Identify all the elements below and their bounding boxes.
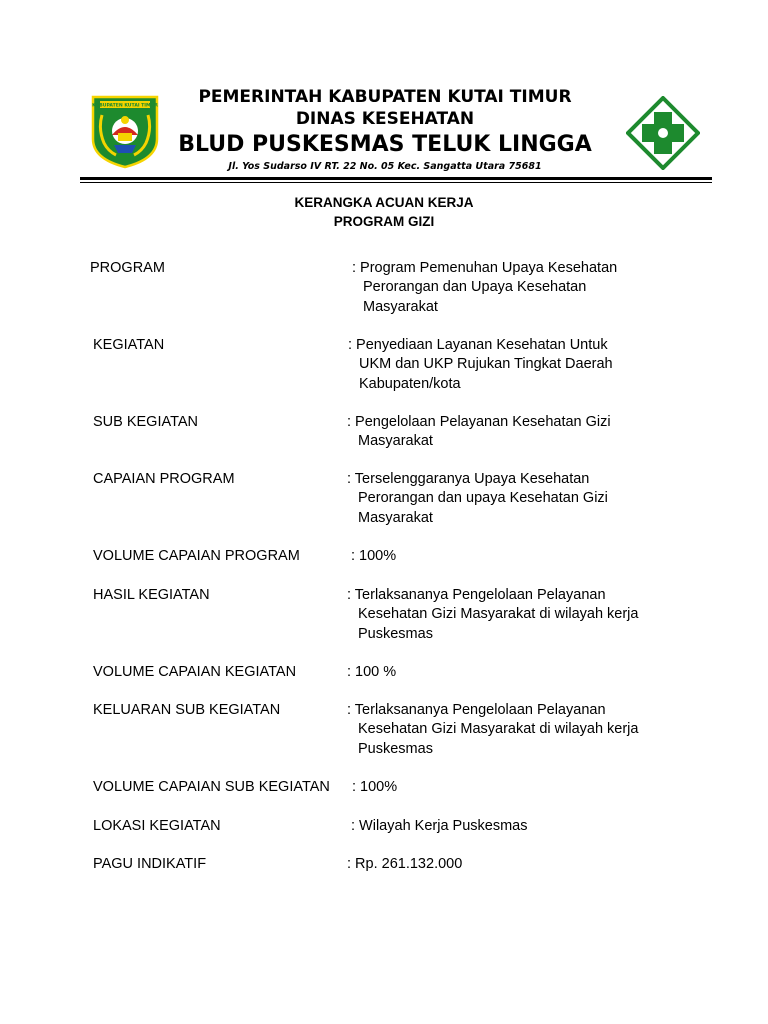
field-value-line: : Terselenggaranya Upaya Kesehatan	[347, 471, 590, 487]
field-value	[347, 470, 687, 528]
field-label: LOKASI KEGIATAN	[93, 818, 221, 834]
letterhead-rule-thin	[80, 182, 712, 183]
field-value-line: UKM dan UKP Rujukan Tingkat Daerah	[359, 356, 613, 373]
field-value-line: : Wilayah Kerja Puskesmas	[351, 818, 528, 834]
field-lokasi-kegiatan	[0, 817, 768, 837]
field-volume-capaian-program	[0, 547, 768, 567]
field-label: PAGU INDIKATIF	[93, 856, 207, 872]
field-program	[0, 259, 768, 319]
field-volume-capaian-sub-kegiatan	[0, 778, 768, 798]
field-value-line: Perorangan dan upaya Kesehatan Gizi	[358, 490, 608, 507]
field-value-line: Kesehatan Gizi Masyarakat di wilayah kerja	[358, 606, 639, 623]
field-value	[352, 778, 692, 797]
field-label: VOLUME CAPAIAN SUB KEGIATAN	[93, 779, 330, 795]
government-name: PEMERINTAH KABUPATEN KUTAI TIMUR	[198, 87, 572, 107]
field-label: KEGIATAN	[93, 337, 165, 353]
letterhead	[0, 0, 768, 180]
institution-name: BLUD PUSKESMAS TELUK LINGGA	[178, 132, 592, 157]
letterhead-text	[160, 86, 610, 174]
agency-name: DINAS KESEHATAN	[295, 109, 475, 129]
field-value	[351, 547, 691, 566]
field-label: KELUARAN SUB KEGIATAN	[93, 702, 281, 718]
field-label: HASIL KEGIATAN	[93, 587, 210, 603]
field-value	[347, 586, 687, 644]
field-value-line: : Pengelolaan Pelayanan Kesehatan Gizi	[347, 414, 611, 430]
field-value	[351, 817, 691, 836]
field-label: VOLUME CAPAIAN KEGIATAN	[93, 664, 297, 680]
field-value-line: Masyarakat	[358, 433, 433, 450]
field-keluaran-sub-kegiatan	[0, 701, 768, 761]
field-value-line: Puskesmas	[358, 740, 433, 757]
document-title	[0, 193, 768, 231]
field-value-line: Masyarakat	[358, 509, 433, 526]
field-label: VOLUME CAPAIAN PROGRAM	[93, 548, 300, 564]
field-value-line: : 100%	[351, 548, 397, 564]
field-value	[347, 663, 687, 682]
field-value-line: Masyarakat	[363, 298, 438, 315]
institution-address: Jl. Yos Sudarso IV RT. 22 No. 05 Kec. Sangatta Utara 75681	[228, 161, 542, 172]
field-value-line: Kabupaten/kota	[359, 375, 461, 392]
field-value	[347, 701, 687, 759]
document-title-line1: KERANGKA ACUAN KERJA	[294, 195, 474, 210]
field-sub-kegiatan	[0, 413, 768, 453]
kutai-timur-crest-icon	[90, 93, 160, 169]
field-value-line: : Program Pemenuhan Upaya Kesehatan	[352, 260, 618, 276]
field-capaian-program	[0, 470, 768, 530]
field-value-line: : Rp. 261.132.000	[347, 856, 463, 872]
field-label: SUB KEGIATAN	[93, 414, 199, 430]
letterhead-rule-thick	[80, 177, 712, 180]
document-title-line2: PROGRAM GIZI	[333, 214, 435, 229]
field-value	[347, 413, 687, 452]
field-value-line: : Terlaksananya Pengelolaan Pelayanan	[347, 587, 606, 603]
field-value-line: Puskesmas	[358, 625, 433, 642]
field-value-line: : Terlaksananya Pengelolaan Pelayanan	[347, 702, 606, 718]
field-kegiatan	[0, 336, 768, 396]
puskesmas-cross-icon	[626, 96, 700, 170]
field-volume-capaian-kegiatan	[0, 663, 768, 683]
field-value-line: : 100 %	[347, 664, 397, 680]
crest-text: KABUPATEN KUTAI TIMUR	[92, 103, 158, 109]
field-value-line: : Penyediaan Layanan Kesehatan Untuk	[348, 337, 608, 353]
field-value	[347, 855, 687, 874]
field-value	[352, 259, 692, 317]
field-value-line: Perorangan dan Upaya Kesehatan	[363, 279, 587, 296]
field-value	[348, 336, 688, 394]
field-label: CAPAIAN PROGRAM	[93, 471, 235, 487]
field-hasil-kegiatan	[0, 586, 768, 646]
field-pagu-indikatif	[0, 855, 768, 875]
field-label: PROGRAM	[90, 260, 165, 276]
field-value-line: : 100%	[352, 779, 398, 795]
field-value-line: Kesehatan Gizi Masyarakat di wilayah kerja	[358, 721, 639, 738]
